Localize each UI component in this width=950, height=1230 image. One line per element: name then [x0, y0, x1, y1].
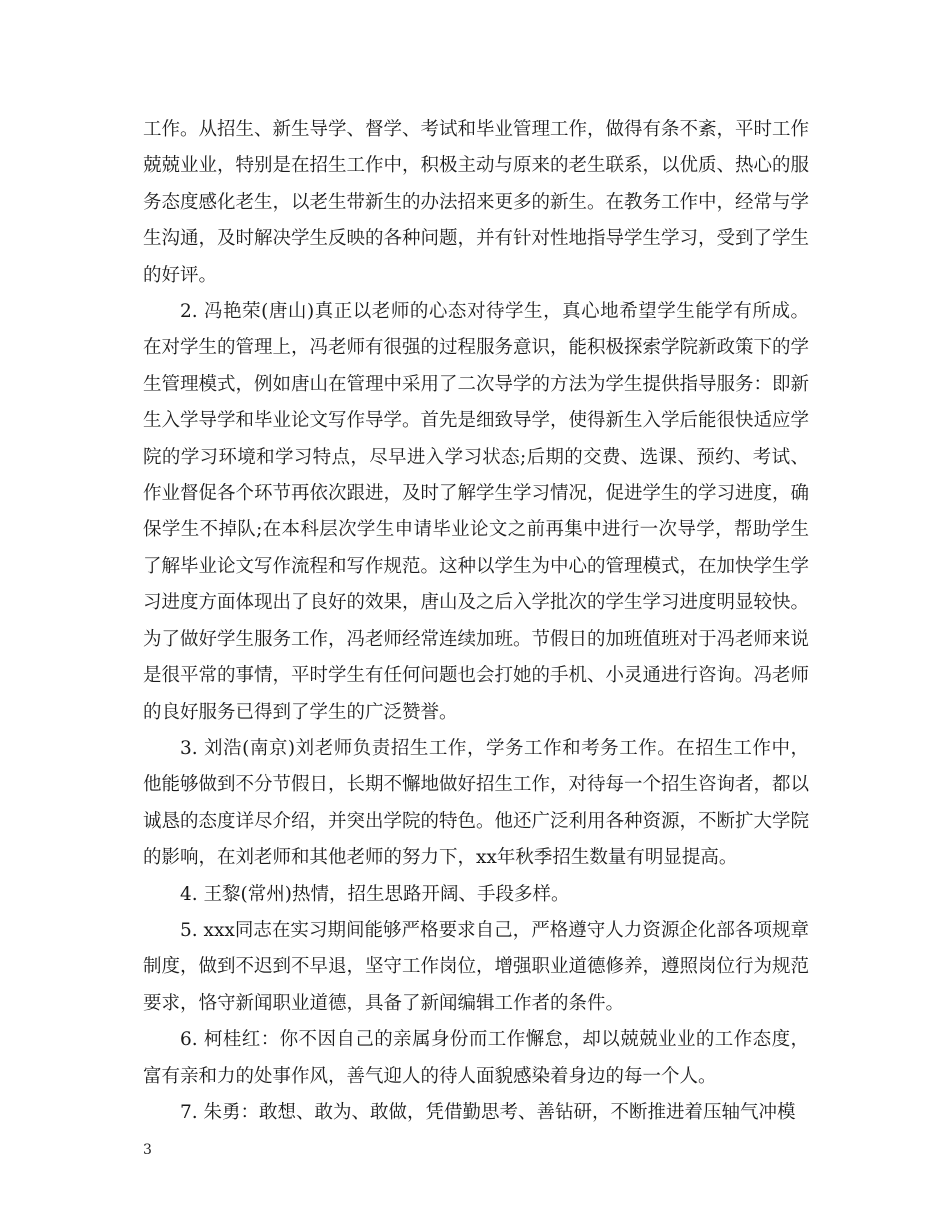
paragraph-item-5: 5. xxx同志在实习期间能够严格要求自己，严格遵守人力资源企化部各项规章制度，做到不迟到不早退，坚守工作岗位，增强职业道德修养，遵照岗位行为规范要求，恪守新闻职业道德，具备了新闻编辑工作者的条件。 [143, 919, 810, 1014]
paragraph-item-7: 7. 朱勇：敢想、敢为、敢做，凭借勤思考、善钻研，不断推进着压轴气冲模 [180, 1101, 796, 1123]
paragraph-item-3: 3. 刘浩(南京)刘老师负责招生工作，学务工作和考务工作。在招生工作中，他能够做到不分节假日，长期不懈地做好招生工作，对待每一个招生咨询者，都以诚恳的态度详尽介绍，并突出学院的特色。他还广泛利用各种资源，不断扩大学院的影响，在刘老师和其他老师的努力下，xx年秋季招生数量有明显提高。 [143, 737, 810, 869]
paragraph-item-2: 2. 冯艳荣(唐山)真正以老师的心态对待学生，真心地希望学生能学有所成。在对学生的管理上，冯老师有很强的过程服务意识，能积极探索学院新政策下的学生管理模式，例如唐山在管理中采用了二次导学的方法为学生提供指导服务：即新生入学导学和毕业论文写作导学。首先是细致导学，使得新生入学后能很快适应学院的学习环境和学习特点，尽早进入学习状态;后期的交费、选课、预约、考试、作业督促各个环节再依次跟进，及时了解学生学习情况，促进学生的学习进度，确保学生不掉队;在本科层次学生申请毕业论文之前再集中进行一次导学，帮助学生了解毕业论文写作流程和写作规范。这种以学生为中心的管理模式，在加快学生学习进度方面体现出了良好的效果，唐山及之后入学批次的学生学习进度明显较快。为了做好学生服务工作，冯老师经常连续加班。节假日的加班值班对于冯老师来说是很平常的事情，平时学生有任何问题也会打她的手机、小灵通进行咨询。冯老师的良好服务已得到了学生的广泛赞誉。 [143, 301, 810, 723]
paragraph-continuation: 工作。从招生、新生导学、督学、考试和毕业管理工作，做得有条不紊，平时工作兢兢业业，特别是在招生工作中，积极主动与原来的老生联系，以优质、热心的服务态度感化老生，以老生带新生的办法招来更多的新生。在教务工作中，经常与学生沟通，及时解决学生反映的各种问题，并有针对性地指导学生学习，受到了学生的好评。 [143, 119, 810, 286]
paragraph-item-6: 6. 柯桂红：你不因自己的亲属身份而工作懈怠，却以兢兢业业的工作态度，富有亲和力的处事作风，善气迎人的待人面貌感染着身边的每一个人。 [143, 1029, 809, 1087]
page-number: 3 [143, 1142, 152, 1158]
paragraph-item-4: 4. 王黎(常州)热情，招生思路开阔、手段多样。 [180, 883, 570, 905]
document-body [143, 112, 809, 1131]
